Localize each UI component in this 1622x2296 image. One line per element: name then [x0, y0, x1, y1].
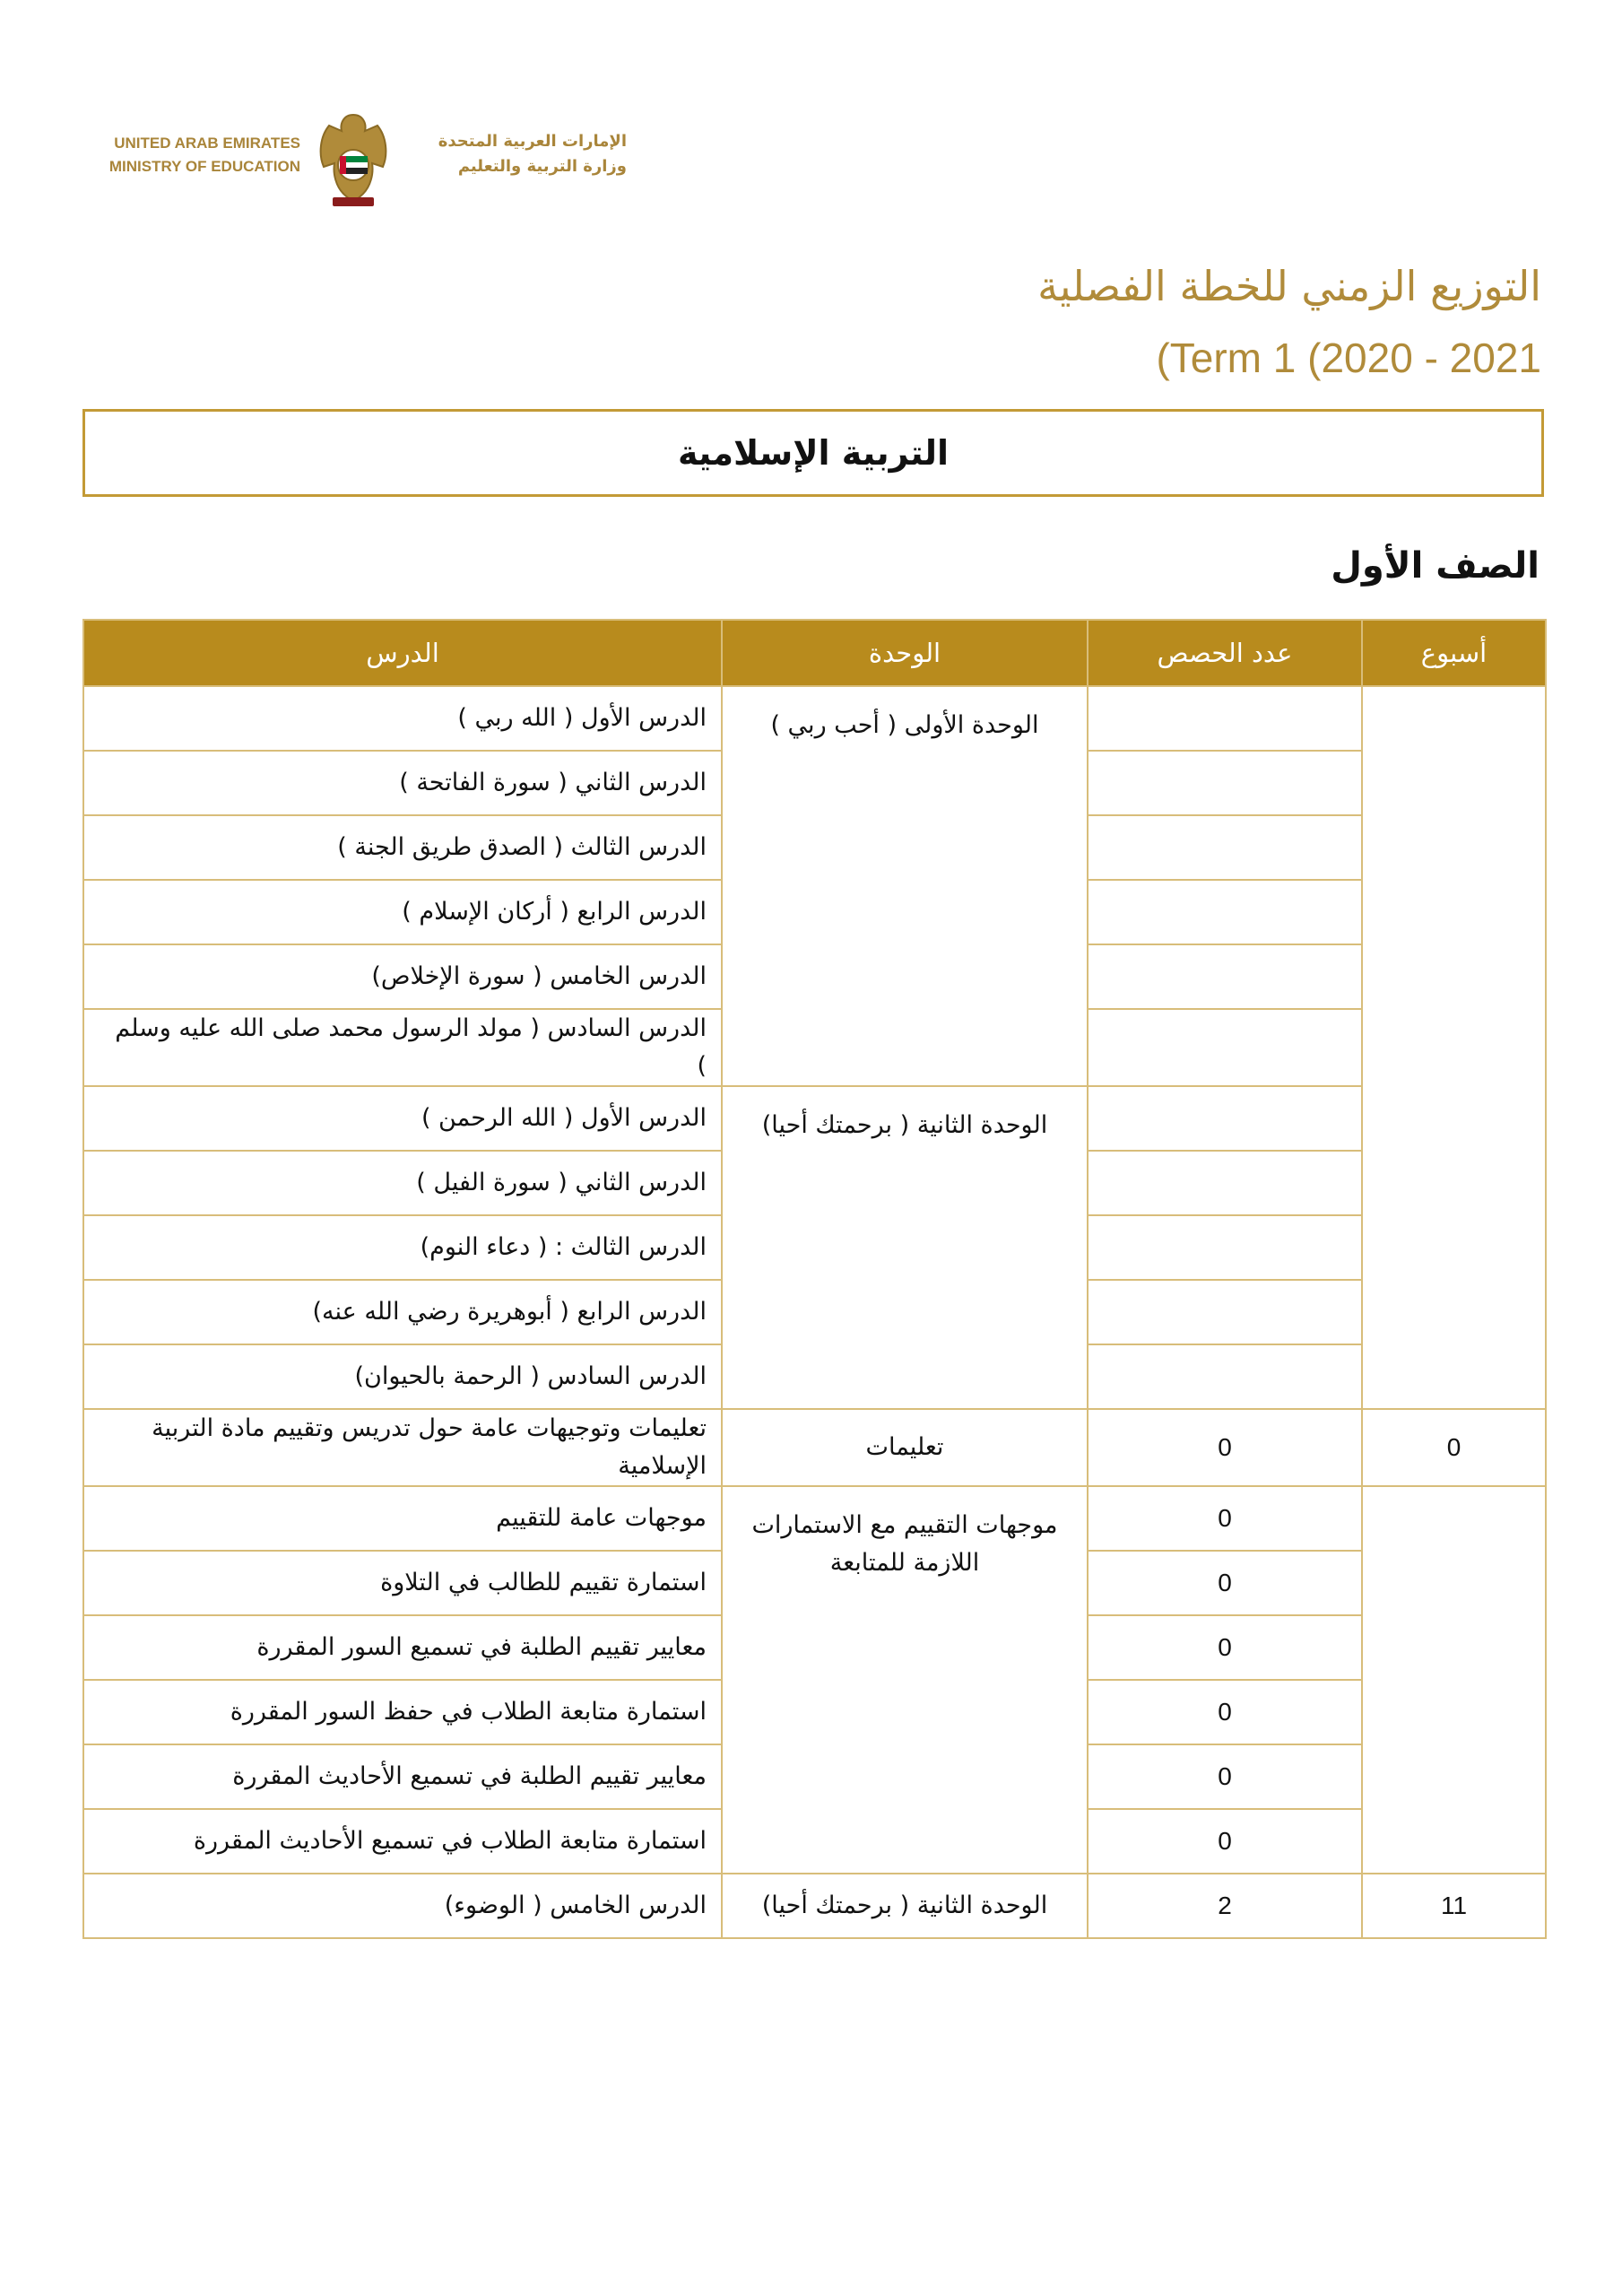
unit-cell: تعليمات — [722, 1409, 1088, 1486]
table-row — [83, 1409, 1546, 1486]
lesson-cell: تعليمات وتوجيهات عامة حول تدريس وتقييم مادة التربية الإسلامية — [83, 1409, 722, 1486]
lesson-cell: موجهات عامة للتقييم — [83, 1486, 722, 1551]
uae-emblem-icon — [317, 109, 390, 210]
header-periods: عدد الحصص — [1088, 620, 1362, 686]
table-header-row — [83, 620, 1546, 686]
periods-cell — [1088, 1344, 1362, 1409]
periods-cell — [1088, 1086, 1362, 1151]
grade-label: الصف الأول — [1331, 545, 1540, 587]
periods-cell — [1088, 1009, 1362, 1086]
lesson-cell: الدرس الخامس ( سورة الإخلاص) — [83, 944, 722, 1009]
lesson-cell: الدرس الرابع ( أبوهريرة رضي الله عنه) — [83, 1280, 722, 1344]
periods-cell — [1088, 751, 1362, 815]
header-week: أسبوع — [1362, 620, 1546, 686]
periods-cell: 0 — [1088, 1809, 1362, 1874]
week-cell: 11 — [1362, 1874, 1546, 1938]
periods-cell: 2 — [1088, 1874, 1362, 1938]
lesson-cell: الدرس الرابع ( أركان الإسلام ) — [83, 880, 722, 944]
lesson-cell: الدرس الثاني ( سورة الفاتحة ) — [83, 751, 722, 815]
ministry-name-arabic: الإمارات العربية المتحدة وزارة التربية والتعليم — [438, 132, 627, 176]
header-unit: الوحدة — [722, 620, 1088, 686]
lesson-cell: الدرس الثالث ( الصدق طريق الجنة ) — [83, 815, 722, 880]
lesson-cell: الدرس الثالث : ( دعاء النوم) — [83, 1215, 722, 1280]
periods-cell: 0 — [1088, 1551, 1362, 1615]
document-title: التوزيع الزمني للخطة الفصلية — [1037, 262, 1541, 310]
periods-cell: 0 — [1088, 1409, 1362, 1486]
header-lesson: الدرس — [83, 620, 722, 686]
subject-title: التربية الإسلامية — [677, 433, 950, 473]
lesson-cell: معايير تقييم الطلبة في تسميع السور المقررة — [83, 1615, 722, 1680]
subject-box — [82, 409, 1544, 497]
unit-cell: الوحدة الثانية ( برحمتك أحيا) — [722, 1086, 1088, 1409]
periods-cell: 0 — [1088, 1486, 1362, 1551]
periods-cell — [1088, 1151, 1362, 1215]
periods-cell: 0 — [1088, 1744, 1362, 1809]
periods-cell — [1088, 686, 1362, 751]
unit-cell: الوحدة الأولى ( أحب ربي ) — [722, 686, 1088, 1086]
table-row — [83, 1874, 1546, 1938]
table-row — [83, 686, 1546, 751]
lesson-cell: الدرس الثاني ( سورة الفيل ) — [83, 1151, 722, 1215]
periods-cell — [1088, 815, 1362, 880]
periods-cell — [1088, 880, 1362, 944]
periods-cell: 0 — [1088, 1615, 1362, 1680]
lesson-cell: معايير تقييم الطلبة في تسميع الأحاديث المقررة — [83, 1744, 722, 1809]
schedule-table — [82, 619, 1547, 1939]
lesson-cell: الدرس الأول ( الله ربي ) — [83, 686, 722, 751]
term-label: (Term 1 (2020 - 2021 — [1156, 335, 1541, 381]
table-row — [83, 1486, 1546, 1551]
periods-cell — [1088, 944, 1362, 1009]
lesson-cell: الدرس السادس ( مولد الرسول محمد صلى الله عليه وسلم ) — [83, 1009, 722, 1086]
lesson-cell: استمارة متابعة الطلاب في حفظ السور المقررة — [83, 1680, 722, 1744]
lesson-cell: الدرس السادس ( الرحمة بالحيوان) — [83, 1344, 722, 1409]
lesson-cell: استمارة تقييم للطالب في التلاوة — [83, 1551, 722, 1615]
week-cell — [1362, 686, 1546, 1409]
periods-cell — [1088, 1280, 1362, 1344]
lesson-cell: الدرس الأول ( الله الرحمن ) — [83, 1086, 722, 1151]
lesson-cell: استمارة متابعة الطلاب في تسميع الأحاديث المقررة — [83, 1809, 722, 1874]
week-cell: 0 — [1362, 1409, 1546, 1486]
table-row — [83, 1086, 1546, 1151]
week-cell — [1362, 1486, 1546, 1874]
unit-cell: موجهات التقييم مع الاستمارات اللازمة للمتابعة — [722, 1486, 1088, 1874]
lesson-cell: الدرس الخامس ( الوضوء) — [83, 1874, 722, 1938]
unit-cell: الوحدة الثانية ( برحمتك أحيا) — [722, 1874, 1088, 1938]
periods-cell: 0 — [1088, 1680, 1362, 1744]
ministry-name-english: UNITED ARAB EMIRATES MINISTRY OF EDUCATION — [108, 135, 300, 175]
periods-cell — [1088, 1215, 1362, 1280]
ministry-header — [85, 109, 627, 217]
